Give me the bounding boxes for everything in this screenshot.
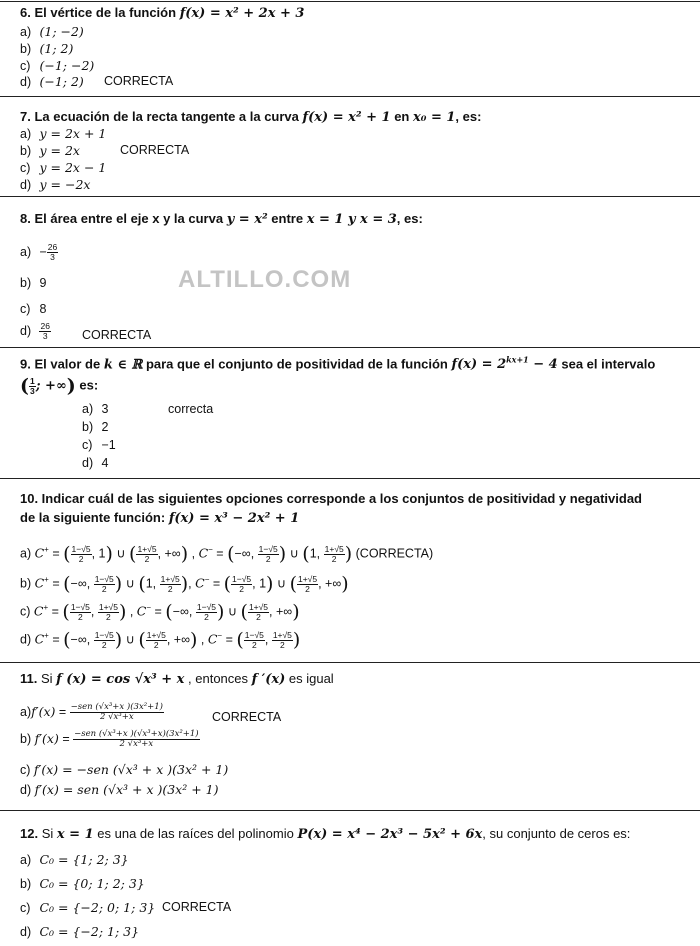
q9-option-b: b) 2 [82, 420, 109, 434]
q6-option-d: d) (−1; 2) [20, 74, 84, 89]
q11-option-c: c) f′(x) = −sen (√x³ + x )(3x² + 1) [20, 762, 229, 777]
q12-option-b: b) C₀ = {0; 1; 2; 3} [20, 876, 145, 891]
q10-option-c: c) C+ = ( $\frac{1-√5}{2}$ , $\frac{1+√5}{2}$ ) , C− = (−∞, $\frac{1-√5}{2}$ ) ∪ ( $\frac{1+√5}{2}$ , +∞) [20, 601, 300, 623]
divider [0, 96, 700, 97]
q9-correct-mark: correcta [168, 402, 214, 416]
question-10-subtitle: de la siguiente función: f(x) = x³ − 2x² + 1 [20, 510, 300, 526]
q12-correct-mark: CORRECTA [162, 900, 232, 914]
q9-option-a: a) 3 [82, 402, 109, 416]
divider [0, 662, 700, 663]
q6-correct-mark: CORRECTA [104, 74, 174, 88]
q12-option-a: a) C₀ = {1; 2; 3} [20, 852, 129, 867]
divider [0, 478, 700, 479]
q11-option-b: b) f′(x) = $\frac{\text{−sen (√x³+x )(√x³+x)(3x²+1)}}{\text{2 √x³+x}}$ [20, 729, 199, 749]
q7-correct-mark: CORRECTA [120, 143, 190, 157]
question-7-title: 7. La ecuación de la recta tangente a la curva f(x) = x² + 1 en x₀ = 1, es: [20, 109, 482, 125]
q8-option-c: c) 8 [20, 302, 47, 316]
q7-option-a: a) y = 2x + 1 [20, 126, 107, 141]
watermark: ALTILLO.COM [178, 266, 352, 293]
q6-option-b: b) (1; 2) [20, 41, 74, 56]
question-9-interval: ( $\frac{1}{3}$ ; +∞) es: [20, 375, 99, 397]
q11-correct-mark: CORRECTA [212, 710, 282, 724]
q12-option-c: c) C₀ = {−2; 0; 1; 3} [20, 900, 156, 915]
question-10-title: 10. Indicar cuál de las siguientes opciones corresponde a los conjuntos de positividad y negatividad [20, 491, 642, 506]
q10-option-b: b) C+ = (−∞, $\frac{1-√5}{2}$ ) ∪ (1, $\frac{1+√5}{2}$ ), C− = ( $\frac{1-√5}{2}$ , 1) ∪ ( $\frac{1+√5}{2}$ , +∞) [20, 573, 349, 595]
q6-option-a: a) (1; −2) [20, 24, 84, 39]
q8-option-b: b) 9 [20, 276, 47, 290]
divider [0, 196, 700, 197]
q11-option-d: d) f′(x) = sen (√x³ + x )(3x² + 1) [20, 782, 219, 797]
question-8-title: 8. El área entre el eje x y la curva y = x² entre x = 1 y x = 3, es: [20, 211, 423, 227]
question-12-title: 12. Si x = 1 es una de las raíces del polinomio P(x) = x⁴ − 2x³ − 5x² + 6x, su conjunto de ceros es: [20, 826, 631, 842]
q10-option-d: d) C+ = (−∞, $\frac{1-√5}{2}$ ) ∪ ( $\frac{1+√5}{2}$ , +∞) , C− = ( $\frac{1-√5}{2}$ , $\frac{1+√5}{2}$ ) [20, 629, 301, 651]
q7-option-d: d) y = −2x [20, 177, 91, 192]
question-11-title: 11. Si f (x) = cos √x³ + x , entonces f ′(x) es igual [20, 671, 334, 687]
divider [0, 810, 700, 811]
q8-option-a: a) − $\frac{26}{3}$ [20, 242, 58, 262]
q9-option-d: d) 4 [82, 456, 109, 470]
q8-correct-mark: CORRECTA [82, 328, 152, 342]
divider [0, 347, 700, 348]
q10-option-a: a) C+ = ( $\frac{1-√5}{2}$ , 1) ∪ ( $\frac{1+√5}{2}$ , +∞) , C− = (−∞, $\frac{1-√5}{2}$ ) ∪ (1, $\frac{1+√5}{2}$ ) (CORRECTA) [20, 543, 434, 565]
question-9-title: 9. El valor de k ∈ ℝ para que el conjunto de positividad de la función $f(x) = 2^{kx+1} - 4$ sea el intervalo [20, 355, 656, 373]
q12-option-d: d) C₀ = {−2; 1; 3} [20, 924, 140, 939]
q10-correct-mark: (CORRECTA) [355, 546, 434, 561]
question-6-title: 6. El vértice de la función f(x) = x² + 2x + 3 [20, 5, 305, 21]
q11-option-a: a)f′(x) = $\frac{\text{−sen (√x³+x )(3x²+1)}}{\text{2 √x³+x}}$ [20, 702, 163, 722]
q6-option-c: c) (−1; −2) [20, 58, 95, 73]
q7-option-b: b) y = 2x [20, 143, 80, 158]
q7-option-c: c) y = 2x − 1 [20, 160, 107, 175]
q8-option-d: d) $\frac{26}{3}$ [20, 321, 50, 341]
divider [0, 1, 700, 2]
q9-option-c: c) −1 [82, 438, 116, 452]
